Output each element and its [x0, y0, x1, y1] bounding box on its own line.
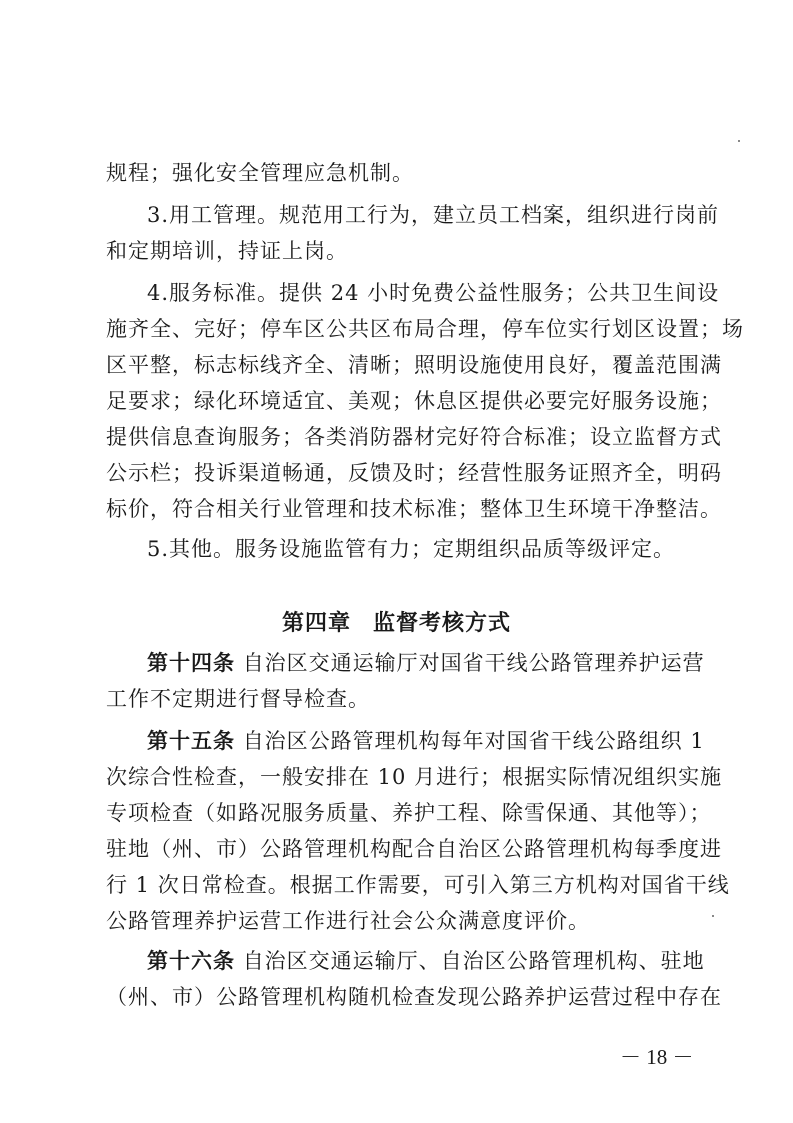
- article-text: 自治区公路管理机构每年对国省干线公路组织 1: [242, 729, 705, 753]
- text-line: 和定期培训，持证上岗。: [106, 239, 348, 263]
- article-text: 自治区交通运输厅对国省干线公路管理养护运营: [242, 651, 705, 675]
- text-line: 5.其他。服务设施监管有力；定期组织品质等级评定。: [147, 537, 676, 561]
- text-line: 施齐全、完好；停车区公共区布局合理，停车位实行划区设置；场: [106, 317, 744, 341]
- text-line: 工作不定期进行督导检查。: [106, 687, 370, 711]
- text-line: 公示栏；投诉渠道畅通，反馈及时；经营性服务证照齐全，明码: [106, 461, 722, 485]
- text-line: 4.服务标准。提供 24 小时免费公益性服务；公共卫生间设: [147, 281, 720, 305]
- article-text: 自治区交通运输厅、自治区公路管理机构、驻地: [242, 949, 705, 973]
- text-line: 足要求；绿化环境适宜、美观；休息区提供必要完好服务设施；: [106, 389, 722, 413]
- text-line: （州、市）公路管理机构随机检查发现公路养护运营过程中存在: [106, 985, 722, 1009]
- text-line: 标价，符合相关行业管理和技术标准；整体卫生环境干净整洁。: [106, 497, 722, 521]
- text-line: 3.用工管理。规范用工行为，建立员工档案，组织进行岗前: [147, 203, 720, 227]
- text-line: 驻地（州、市）公路管理机构配合自治区公路管理机构每季度进: [106, 837, 722, 861]
- article-label: 第十四条: [147, 650, 235, 675]
- text-line: 区平整，标志标线齐全、清晰；照明设施使用良好，覆盖范围满: [106, 353, 722, 377]
- article-14: [147, 648, 705, 678]
- article-15: [147, 726, 705, 756]
- chapter-title: 监督考核方式: [373, 610, 512, 636]
- text-line: 行 1 次日常检查。根据工作需要，可引入第三方机构对国省干线: [106, 873, 730, 897]
- article-label: 第十五条: [147, 728, 235, 753]
- text-line: 规程；强化安全管理应急机制。: [106, 161, 414, 185]
- chapter-heading: [0, 608, 793, 638]
- article-16: [147, 946, 705, 976]
- text-line: 专项检查（如路况服务质量、养护工程、除雪保通、其他等）；: [106, 801, 712, 825]
- scan-speck: [712, 915, 714, 917]
- page-number: － 18 －: [620, 1045, 694, 1069]
- chapter-number: 第四章: [281, 610, 351, 636]
- text-line: 提供信息查询服务；各类消防器材完好符合标准；设立监督方式: [106, 425, 722, 449]
- text-line: 次综合性检查，一般安排在 10 月进行；根据实际情况组织实施: [106, 765, 723, 789]
- scan-speck: [738, 140, 740, 142]
- article-label: 第十六条: [147, 948, 235, 973]
- text-line: 公路管理养护运营工作进行社会公众满意度评价。: [106, 909, 590, 933]
